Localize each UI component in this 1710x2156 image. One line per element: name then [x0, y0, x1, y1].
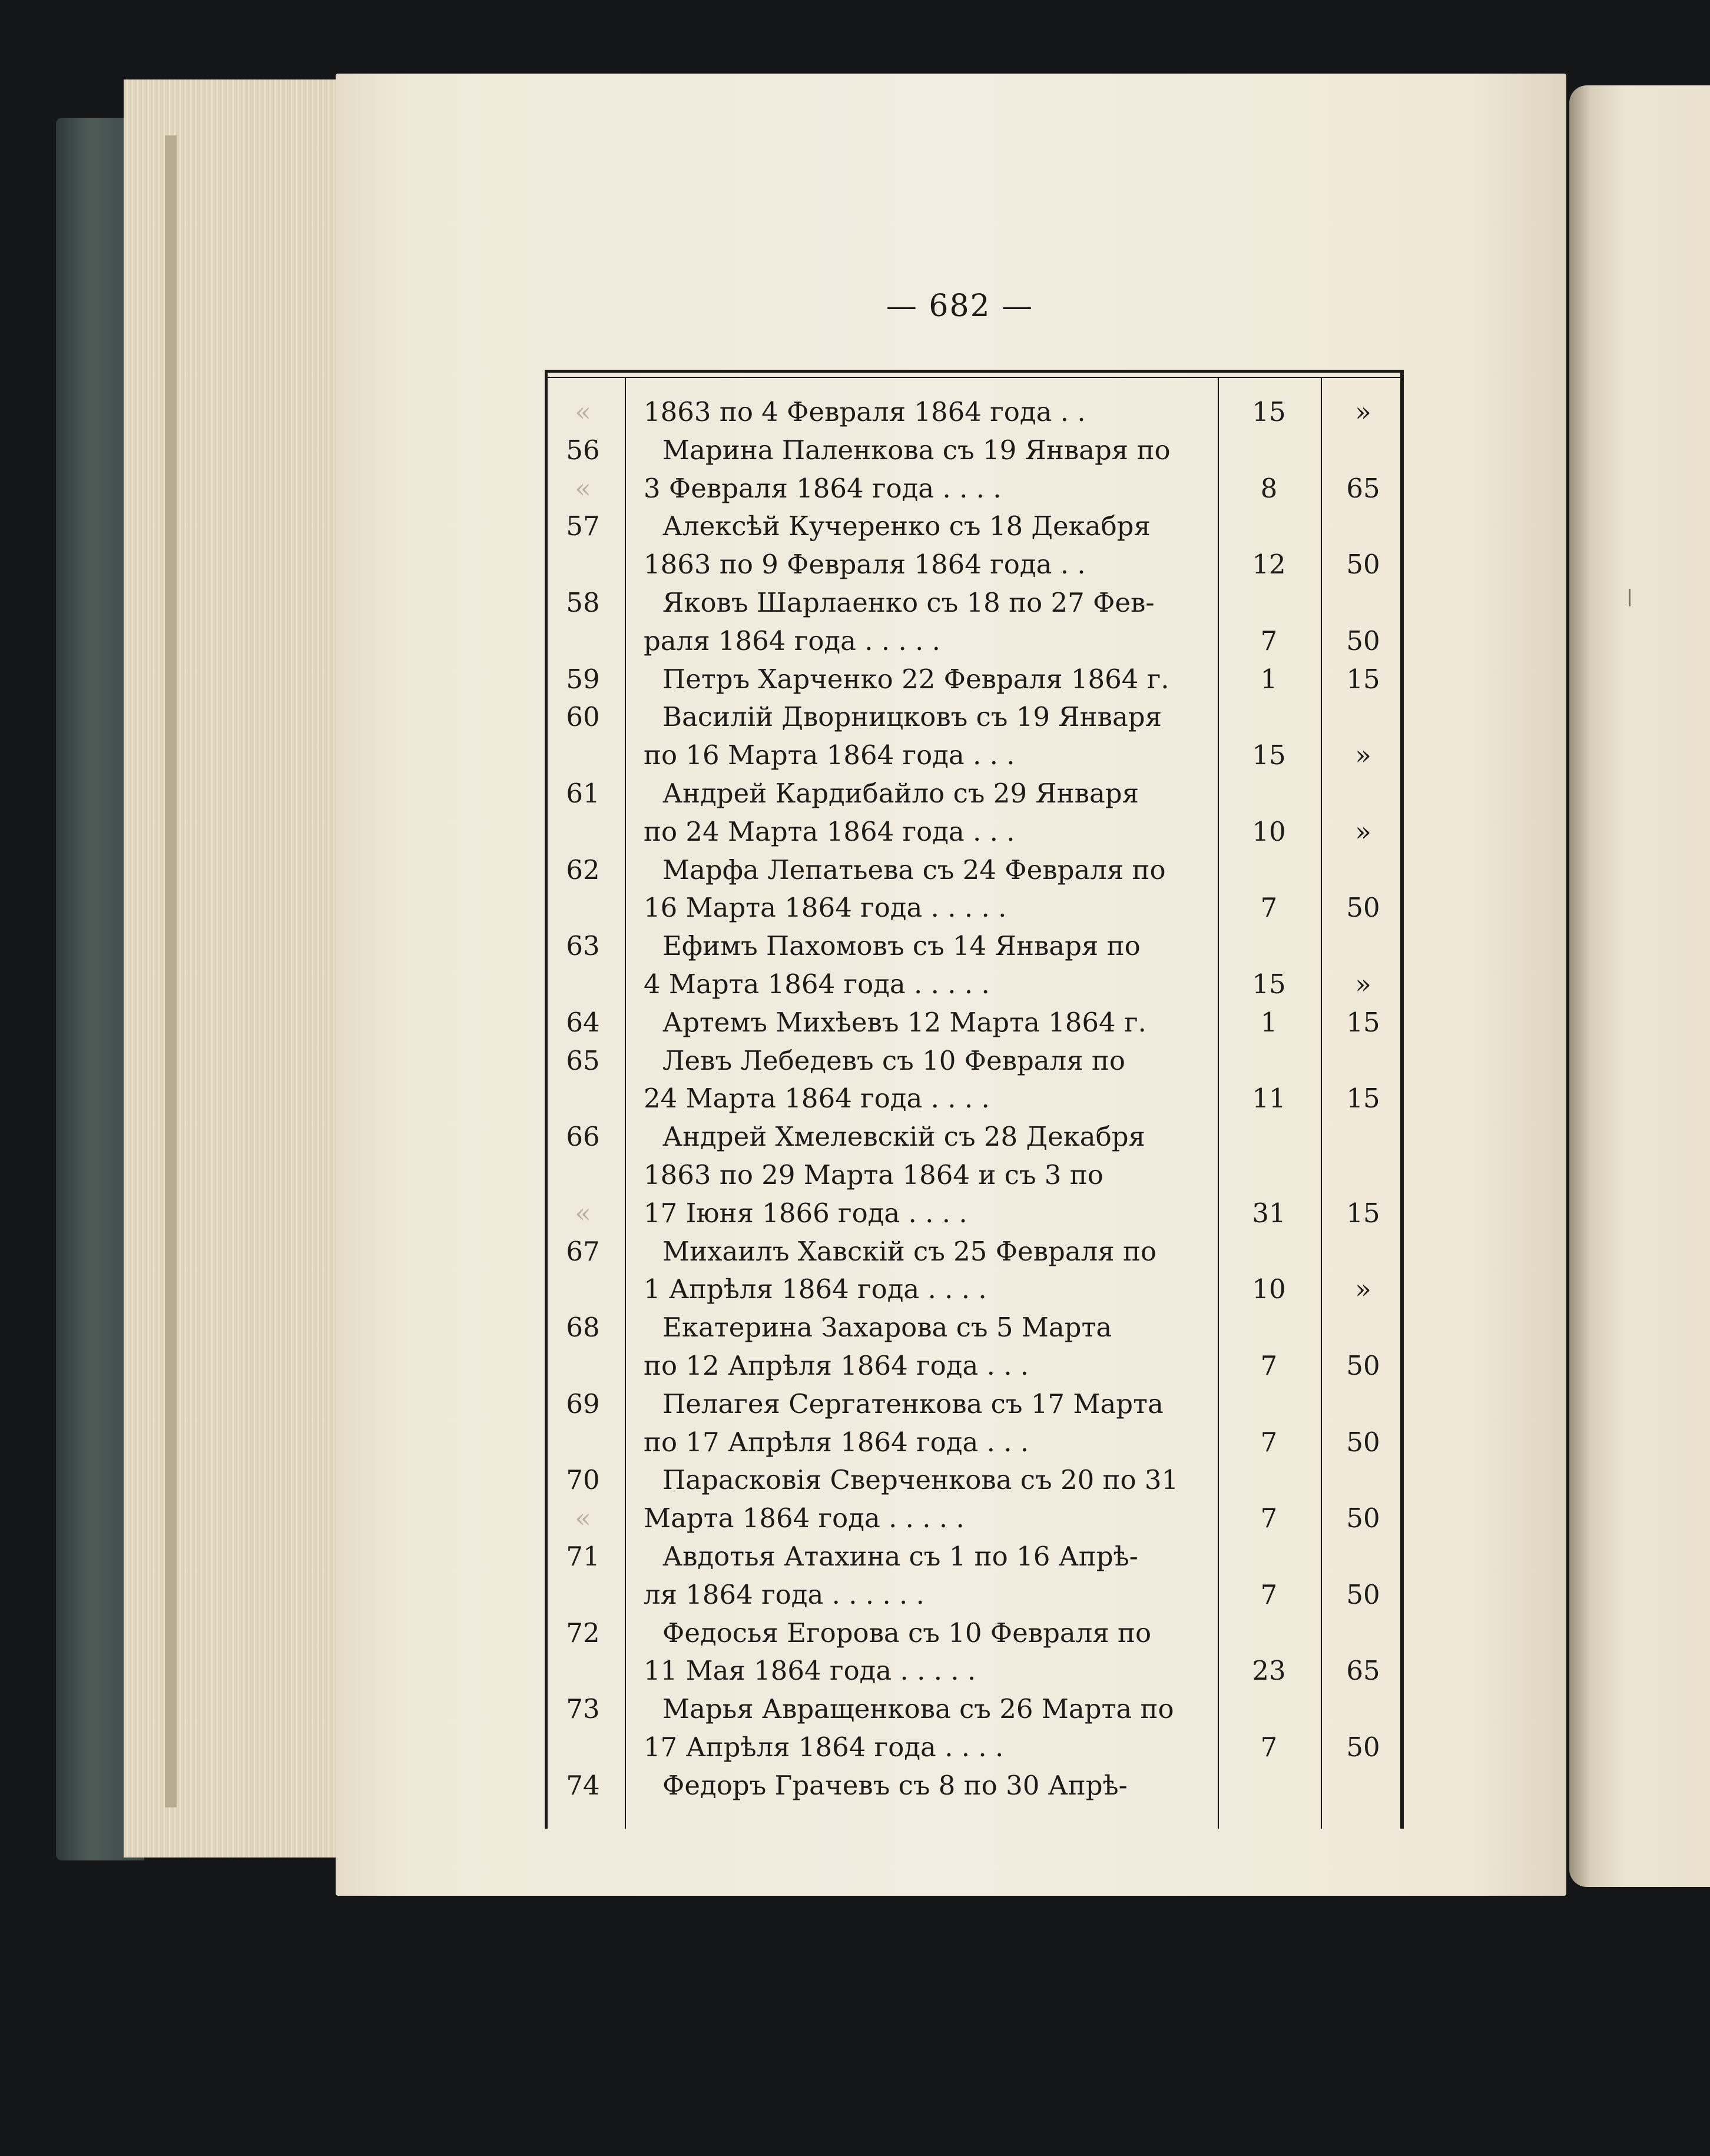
- row-kopecks: 50: [1346, 1427, 1380, 1458]
- row-kopecks: [1325, 1460, 1401, 1501]
- row-description: ля 1864 года . . . . . .: [644, 1579, 924, 1610]
- row-kopecks: 65: [1346, 1655, 1380, 1686]
- row-kopecks: 50: [1346, 1579, 1380, 1610]
- next-page: [1569, 85, 1710, 1887]
- row-kopecks: [1325, 850, 1401, 891]
- row-description: Федосья Егорова съ 10 Февраля по: [662, 1617, 1152, 1648]
- row-kopecks: »: [1355, 1273, 1371, 1305]
- row-rubles: 1: [1260, 1007, 1278, 1038]
- row-rubles: 15: [1252, 396, 1286, 427]
- row-number: «: [575, 1198, 591, 1229]
- row-number: 61: [566, 778, 600, 809]
- row-description: Пелагея Сергатенкова съ 17 Марта: [662, 1388, 1164, 1419]
- row-rubles: 7: [1260, 1732, 1278, 1763]
- row-kopecks: 50: [1346, 1732, 1380, 1763]
- row-number: 69: [566, 1388, 600, 1419]
- row-rubles: 10: [1252, 816, 1286, 847]
- row-rubles: [1222, 430, 1316, 471]
- row-description: Марта 1864 года . . . . .: [644, 1502, 965, 1534]
- row-description: 17 Іюня 1866 года . . . .: [644, 1198, 967, 1229]
- row-number: [548, 1650, 618, 1691]
- row-description: 24 Марта 1864 года . . . .: [644, 1083, 990, 1114]
- row-description: Левъ Лебедевъ съ 10 Февраля по: [662, 1045, 1125, 1076]
- row-description: Екатерина Захарова съ 5 Марта: [662, 1312, 1112, 1343]
- row-rubles: [1222, 696, 1316, 738]
- row-kopecks: 15: [1346, 1198, 1380, 1229]
- row-number: [548, 544, 618, 585]
- row-rubles: [1222, 1116, 1316, 1157]
- row-number: [548, 735, 618, 776]
- row-rubles: [1222, 1384, 1316, 1425]
- row-rubles: [1222, 1689, 1316, 1730]
- row-description: 1863 по 4 Февраля 1864 года . .: [644, 396, 1086, 427]
- row-rubles: 7: [1260, 892, 1278, 923]
- row-number: «: [575, 1502, 591, 1534]
- row-number: 63: [566, 930, 600, 961]
- row-number: 70: [566, 1464, 600, 1495]
- row-description: Петръ Харченко 22 Февраля 1864 г.: [662, 664, 1169, 695]
- row-kopecks: 50: [1346, 892, 1380, 923]
- row-number: [548, 1727, 618, 1768]
- row-kopecks: [1325, 1307, 1401, 1348]
- row-description: Федоръ Грачевъ съ 8 по 30 Апрѣ-: [662, 1770, 1128, 1801]
- row-description: 1863 по 29 Марта 1864 и съ 3 по: [644, 1159, 1103, 1190]
- row-rubles: [1222, 1536, 1316, 1577]
- row-kopecks: [1325, 696, 1401, 738]
- row-number: «: [575, 396, 591, 427]
- row-number: 62: [566, 854, 600, 885]
- row-kopecks: 65: [1346, 473, 1380, 504]
- row-kopecks: [1325, 1155, 1401, 1196]
- row-number: [548, 1574, 618, 1616]
- row-description: Андрей Кардибайло съ 29 Января: [662, 778, 1139, 809]
- row-number: 64: [566, 1007, 600, 1038]
- row-rubles: [1222, 1155, 1316, 1196]
- row-description: Ефимъ Пахомовъ съ 14 Января по: [662, 930, 1141, 961]
- row-rubles: 7: [1260, 1350, 1278, 1381]
- row-kopecks: [1325, 1613, 1401, 1654]
- row-number: [548, 1078, 618, 1119]
- row-kopecks: »: [1355, 968, 1371, 1000]
- row-description: 11 Мая 1864 года . . . . .: [644, 1655, 976, 1686]
- row-description: Михаилъ Хавскій съ 25 Февраля по: [662, 1236, 1157, 1267]
- row-kopecks: [1325, 1765, 1401, 1806]
- row-kopecks: 50: [1346, 1502, 1380, 1534]
- row-rubles: 31: [1252, 1198, 1286, 1229]
- row-number: 58: [566, 587, 600, 618]
- row-kopecks: 15: [1346, 1083, 1380, 1114]
- row-number: [548, 1345, 618, 1387]
- row-rubles: [1222, 506, 1316, 547]
- row-kopecks: 15: [1346, 664, 1380, 695]
- row-kopecks: [1325, 773, 1401, 814]
- row-number: [548, 1155, 618, 1196]
- row-rubles: [1222, 1460, 1316, 1501]
- row-rubles: 10: [1252, 1273, 1286, 1305]
- row-number: 73: [566, 1693, 600, 1724]
- row-rubles: 7: [1260, 1502, 1278, 1534]
- row-description: раля 1864 года . . . . .: [644, 625, 940, 656]
- row-number: 56: [566, 434, 600, 466]
- row-number: 71: [566, 1541, 600, 1572]
- row-number: 72: [566, 1617, 600, 1648]
- column-divider-number: [625, 378, 626, 1829]
- row-description: 1 Апрѣля 1864 года . . . .: [644, 1273, 987, 1305]
- row-kopecks: [1325, 1536, 1401, 1577]
- row-kopecks: [1325, 1689, 1401, 1730]
- table-top-rule-thin: [545, 377, 1403, 378]
- row-number: [548, 811, 618, 853]
- row-number: [548, 1422, 618, 1463]
- row-rubles: [1222, 1040, 1316, 1082]
- row-number: 67: [566, 1236, 600, 1267]
- row-rubles: [1222, 850, 1316, 891]
- row-kopecks: »: [1355, 816, 1371, 847]
- row-number: 65: [566, 1045, 600, 1076]
- row-number: 66: [566, 1121, 600, 1152]
- row-kopecks: 50: [1346, 625, 1380, 656]
- row-description: по 12 Апрѣля 1864 года . . .: [644, 1350, 1029, 1381]
- page-number: — 682 —: [886, 288, 1034, 324]
- row-kopecks: 15: [1346, 1007, 1380, 1038]
- row-rubles: 7: [1260, 1579, 1278, 1610]
- row-description: 16 Марта 1864 года . . . . .: [644, 892, 1007, 923]
- row-rubles: 1: [1260, 664, 1278, 695]
- row-description: Андрей Хмелевскій съ 28 Декабря: [662, 1121, 1145, 1152]
- row-description: Марфа Лепатьева съ 24 Февраля по: [662, 854, 1166, 885]
- row-number: 68: [566, 1312, 600, 1343]
- row-number: 59: [566, 664, 600, 695]
- row-rubles: [1222, 773, 1316, 814]
- page-edge-shadow: [165, 135, 177, 1807]
- row-kopecks: 50: [1346, 549, 1380, 580]
- row-description: по 16 Марта 1864 года . . .: [644, 739, 1015, 771]
- row-rubles: [1222, 1765, 1316, 1806]
- row-kopecks: [1325, 926, 1401, 967]
- row-description: 1863 по 9 Февраля 1864 года . .: [644, 549, 1086, 580]
- row-rubles: [1222, 1231, 1316, 1272]
- row-kopecks: [1325, 1231, 1401, 1272]
- row-rubles: 23: [1252, 1655, 1286, 1686]
- row-number: «: [575, 473, 591, 504]
- row-description: Авдотья Атахина съ 1 по 16 Апрѣ-: [662, 1541, 1138, 1572]
- row-kopecks: 50: [1346, 1350, 1380, 1381]
- row-rubles: 7: [1260, 1427, 1278, 1458]
- row-kopecks: [1325, 1384, 1401, 1425]
- row-number: [548, 1269, 618, 1310]
- row-kopecks: [1325, 1040, 1401, 1082]
- row-rubles: [1222, 1613, 1316, 1654]
- row-rubles: 15: [1252, 739, 1286, 771]
- row-kopecks: [1325, 582, 1401, 623]
- row-description: по 24 Марта 1864 года . . .: [644, 816, 1015, 847]
- row-description: Яковъ Шарлаенко съ 18 по 27 Фев-: [662, 587, 1155, 618]
- row-description: Марья Авращенкова съ 26 Марта по: [662, 1693, 1174, 1724]
- row-description: 17 Апрѣля 1864 года . . . .: [644, 1732, 1004, 1763]
- row-rubles: [1222, 1307, 1316, 1348]
- row-description: Артемъ Михѣевъ 12 Марта 1864 г.: [662, 1007, 1146, 1038]
- row-description: Алексѣй Кучеренко съ 18 Декабря: [662, 510, 1151, 542]
- row-description: по 17 Апрѣля 1864 года . . .: [644, 1427, 1029, 1458]
- next-page-mark: [1629, 589, 1631, 606]
- row-kopecks: »: [1355, 396, 1371, 427]
- row-rubles: 15: [1252, 968, 1286, 1000]
- row-kopecks: »: [1355, 739, 1371, 771]
- row-rubles: 12: [1252, 549, 1286, 580]
- row-rubles: 11: [1252, 1083, 1286, 1114]
- row-kopecks: [1325, 430, 1401, 471]
- row-number: [548, 621, 618, 662]
- row-description: Марина Паленкова съ 19 Января по: [662, 434, 1171, 466]
- row-rubles: [1222, 926, 1316, 967]
- row-number: 74: [566, 1770, 600, 1801]
- row-rubles: [1222, 582, 1316, 623]
- row-rubles: 7: [1260, 625, 1278, 656]
- row-description: 3 Февраля 1864 года . . . .: [644, 473, 1002, 504]
- table-top-rule: [545, 370, 1403, 373]
- row-kopecks: [1325, 506, 1401, 547]
- row-description: 4 Марта 1864 года . . . . .: [644, 968, 990, 1000]
- row-number: [548, 964, 618, 1005]
- row-number: 57: [566, 510, 600, 542]
- row-description: Парасковія Сверченкова съ 20 по 31: [662, 1464, 1179, 1495]
- row-number: [548, 887, 618, 928]
- row-rubles: 8: [1260, 473, 1278, 504]
- row-number: 60: [566, 701, 600, 732]
- row-kopecks: [1325, 1116, 1401, 1157]
- column-divider-kopecks: [1321, 378, 1322, 1829]
- row-description: Василій Дворницковъ съ 19 Января: [662, 701, 1162, 732]
- page-edges: [124, 79, 347, 1858]
